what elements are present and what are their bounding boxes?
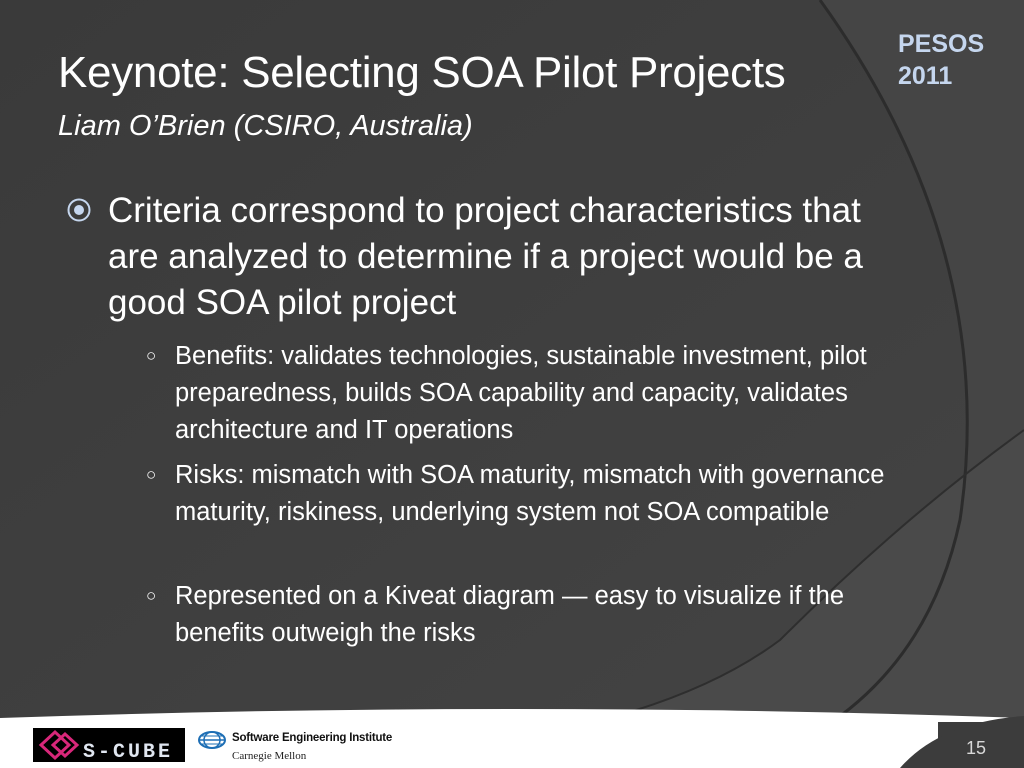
slide-subtitle: Liam O’Brien (CSIRO, Australia) xyxy=(58,110,473,142)
main-bullet-text: Criteria correspond to project characteristics that are analyzed to determine if a project would be a good SOA pilot project xyxy=(108,191,863,322)
conference-label xyxy=(898,28,984,92)
hollow-circle-icon: ○ xyxy=(146,346,157,365)
circled-dot-icon xyxy=(66,197,92,223)
sei-name: Software Engineering Institute xyxy=(232,732,393,744)
scube-logo-text: S-CUBE xyxy=(83,741,174,762)
sub-bullet-risks: Risks: mismatch with SOA maturity, mismatch with governance maturity, riskiness, underlying system not SOA compatible xyxy=(175,461,885,526)
conference-name: PESOS xyxy=(898,30,985,58)
slide-title: Keynote: Selecting SOA Pilot Projects xyxy=(58,48,786,97)
sub-bullet-benefits: Benefits: validates technologies, sustainable investment, pilot preparedness, builds SOA capability and capacity, validates architecture and IT operations xyxy=(175,342,867,444)
conference-year: 2011 xyxy=(898,62,953,90)
hollow-circle-icon: ○ xyxy=(146,586,157,605)
page-number: 15 xyxy=(966,738,987,758)
sub-bullet-kiveat: Represented on a Kiveat diagram — easy to visualize if the benefits outweigh the risks xyxy=(175,582,845,647)
cmu-name: Carnegie Mellon xyxy=(232,750,307,762)
scube-logo xyxy=(33,728,185,762)
scube-logo-graphic xyxy=(33,728,185,762)
hollow-circle-icon: ○ xyxy=(146,465,157,484)
